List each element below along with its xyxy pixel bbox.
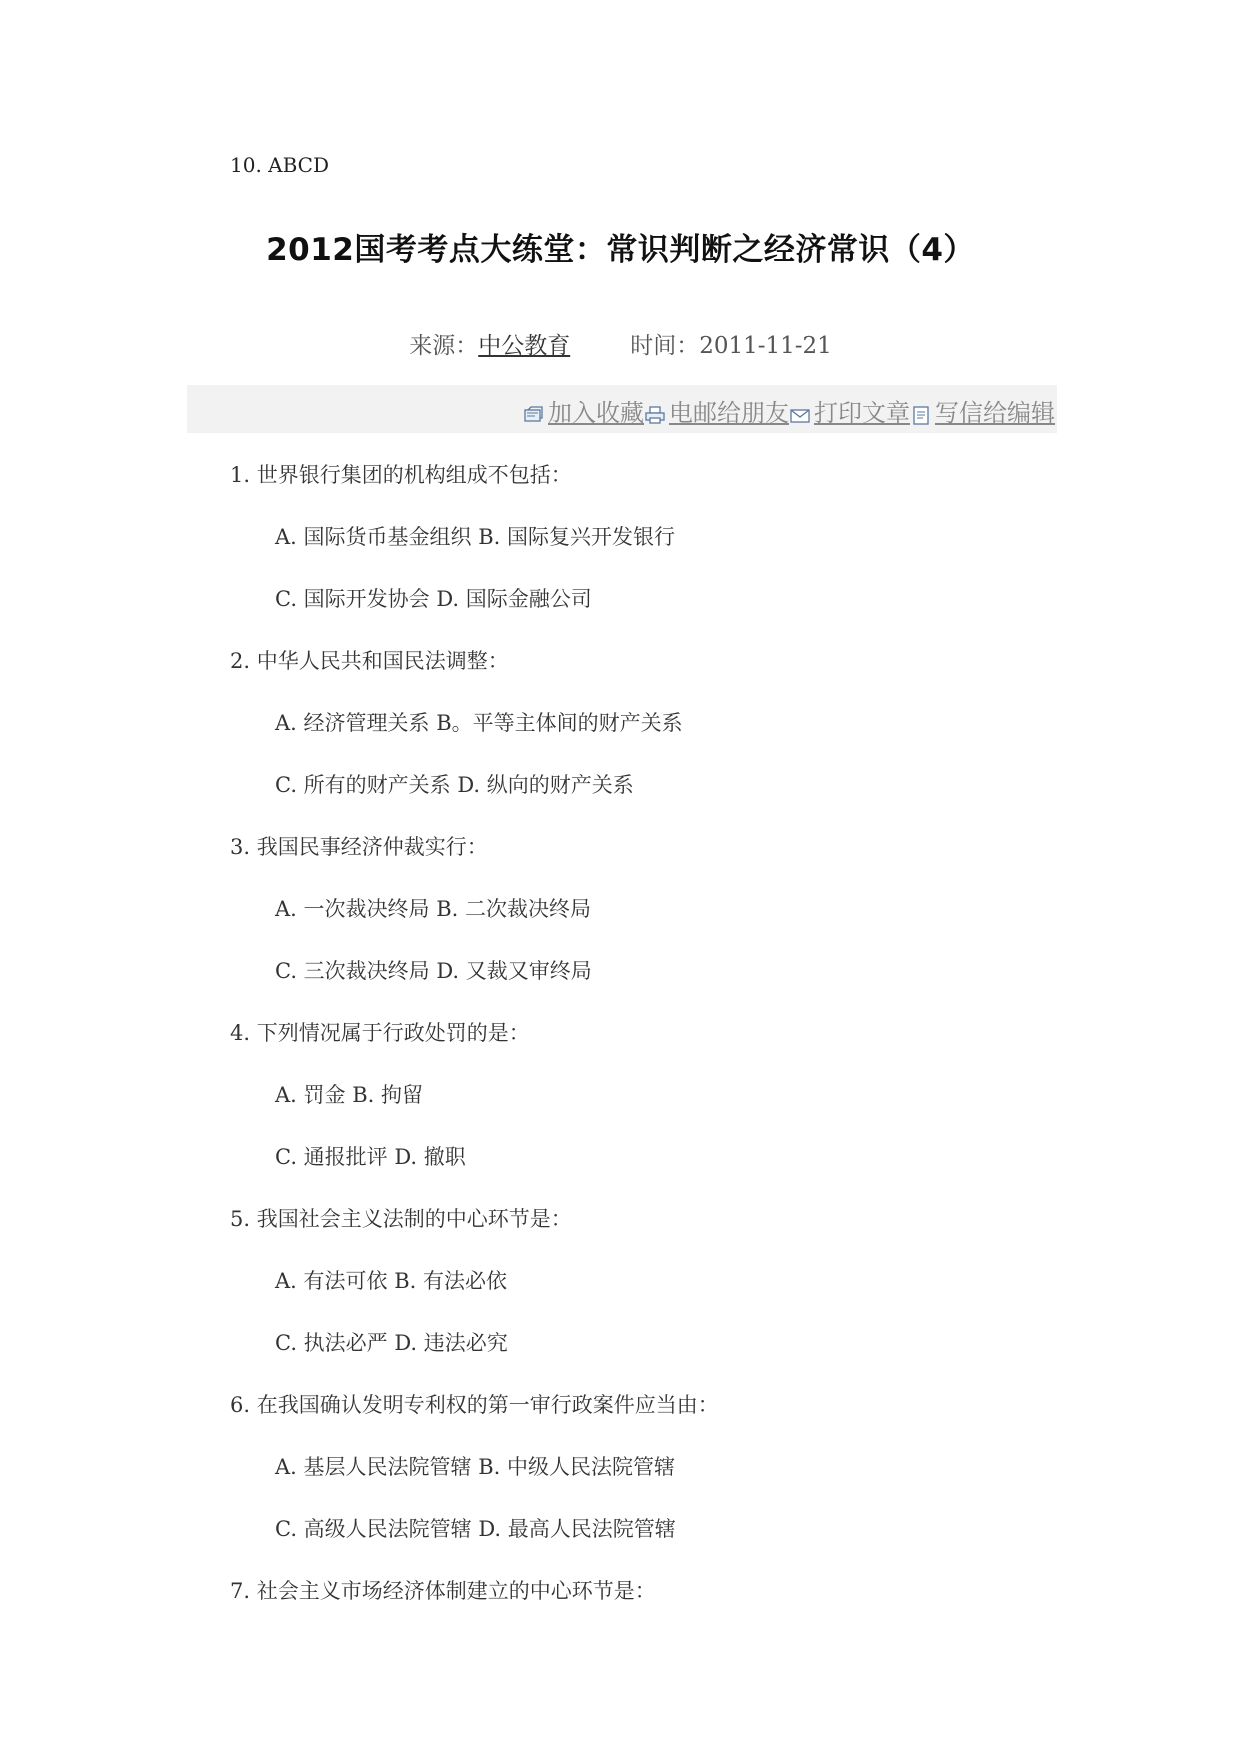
print-article-label: 打印文章 [814, 399, 910, 427]
source-link[interactable]: 中公教育 [478, 333, 571, 359]
option-line: C. 所有的财产关系 D. 纵向的财产关系 [275, 773, 634, 797]
option-line: A. 一次裁决终局 B. 二次裁决终局 [275, 897, 591, 921]
option-line: C. 国际开发协会 D. 国际金融公司 [275, 587, 592, 611]
option-line: C. 高级人民法院管辖 D. 最高人民法院管辖 [275, 1517, 676, 1541]
email-friend-link[interactable] [644, 393, 789, 428]
question-text: 4. 下列情况属于行政处罚的是： [230, 1021, 530, 1045]
option-line: A. 罚金 B. 拘留 [275, 1083, 423, 1107]
source-label: 来源： [409, 333, 479, 359]
question-text: 5. 我国社会主义法制的中心环节是： [230, 1207, 572, 1231]
write-editor-label: 写信给编辑 [935, 399, 1055, 427]
question-text: 7. 社会主义市场经济体制建立的中心环节是： [230, 1579, 656, 1603]
question-text: 3. 我国民事经济仲裁实行： [230, 835, 488, 859]
option-line: C. 通报批评 D. 撤职 [275, 1145, 466, 1169]
time-value: 2011-11-21 [699, 333, 832, 359]
favorite-icon [523, 404, 545, 426]
mail-icon [789, 404, 811, 426]
print-article-link[interactable] [789, 393, 910, 428]
email-friend-label: 电邮给朋友 [669, 399, 789, 427]
question-text: 2. 中华人民共和国民法调整： [230, 649, 509, 673]
question-list [230, 455, 1130, 1633]
time-label: 时间： [630, 333, 700, 359]
option-line: C. 执法必严 D. 违法必究 [275, 1331, 508, 1355]
previous-answer: 10. ABCD [230, 153, 330, 177]
article-toolbar [187, 385, 1057, 433]
option-line: A. 基层人民法院管辖 B. 中级人民法院管辖 [275, 1455, 675, 1479]
option-line: A. 有法可依 B. 有法必依 [275, 1269, 507, 1293]
write-editor-link[interactable] [910, 393, 1055, 428]
article-title: 2012国考考点大练堂：常识判断之经济常识（4） [266, 232, 975, 268]
option-line: C. 三次裁决终局 D. 又裁又审终局 [275, 959, 592, 983]
option-line: A. 经济管理关系 B。平等主体间的财产关系 [275, 711, 683, 735]
option-line: A. 国际货币基金组织 B. 国际复兴开发银行 [275, 525, 675, 549]
add-favorite-link[interactable] [523, 393, 644, 428]
document-icon [910, 404, 932, 426]
question-text: 1. 世界银行集团的机构组成不包括： [230, 463, 572, 487]
question-text: 6. 在我国确认发明专利权的第一审行政案件应当由： [230, 1393, 719, 1417]
add-favorite-label: 加入收藏 [548, 399, 644, 427]
printer-icon [644, 404, 666, 426]
toolbar-items [523, 393, 1055, 428]
article-meta [0, 327, 1241, 360]
